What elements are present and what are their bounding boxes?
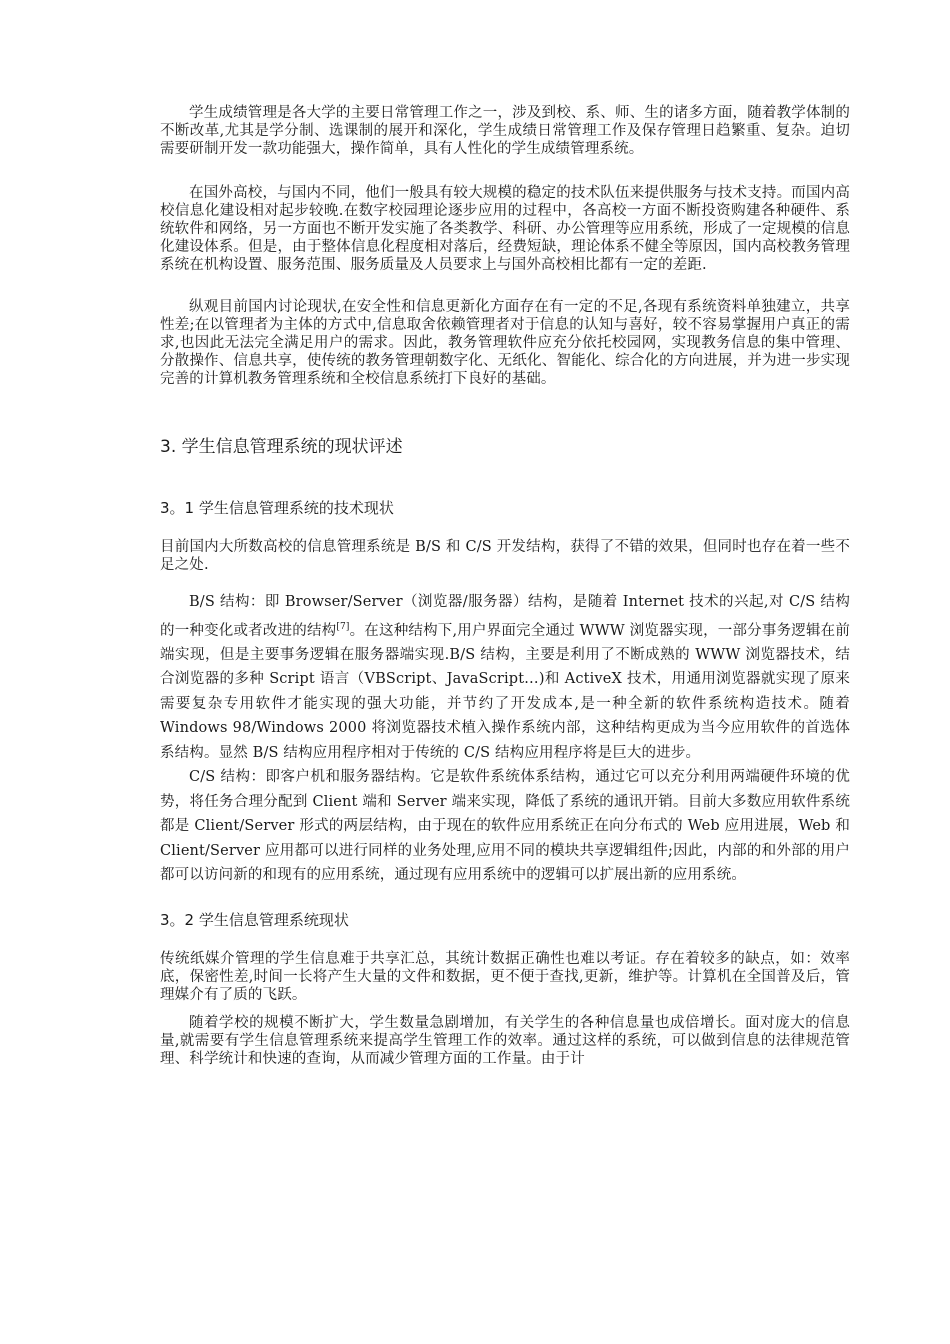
paragraph-cs-structure: C/S 结构：即客户机和服务器结构。它是软件系统体系结构，通过它可以充分利用两端硬件环境的优势，将任务合理分配到 Client 端和 Server 端来实现，降低了系统的通讯开销。目前大多数应用软件系统都是 Client/Server 形式的两层结构，由于现在的软件应用系统正在向分布式的 Web 应用进展，Web 和 Client/Server 应用都可以进行同样的业务处理,应用不同的模块共享逻辑组件;因此，内部的和外部的用户都可以访问新的和现有的应用系统，通过现有应用系统中的逻辑可以扩展出新的应用系统。 [160, 769, 850, 884]
section-3-2-heading: 3。2 学生信息管理系统现状 [160, 910, 349, 929]
bs-text-before-ref: B/S 结构：即 Browser/Server（浏览器/服务器）结构，是随着 Internet 技术的兴起,对 C/S 结构的一种变化或者改进的结构 [160, 594, 850, 639]
section-3-heading: 3. 学生信息管理系统的现状评述 [160, 437, 403, 457]
paragraph-intro: 学生成绩管理是各大学的主要日常管理工作之一，涉及到校、系、师、生的诸多方面，随着教学体制的不断改革,尤其是学分制、选课制的展开和深化，学生成绩日常管理工作及保存管理日趋繁重、复杂。迫切需要研制开发一款功能强大，操作简单，具有人性化的学生成绩管理系统。 [160, 105, 850, 157]
section-3-1-heading: 3。1 学生信息管理系统的技术现状 [160, 499, 394, 517]
paragraph-bs-structure [160, 590, 850, 765]
paragraph-school-scale: 随着学校的规模不断扩大，学生数量急剧增加，有关学生的各种信息量也成倍增长。面对庞大的信息量,就需要有学生信息管理系统来提高学生管理工作的效率。通过这样的系统，可以做到信息的法律规范管理、科学统计和快速的查询，从而减少管理方面的工作量。由于计 [160, 1014, 850, 1067]
paragraph-foreign-universities: 在国外高校，与国内不同，他们一般具有较大规模的稳定的技术队伍来提供服务与技术支持。而国内高校信息化建设相对起步较晚.在数字校园理论逐步应用的过程中，各高校一方面不断投资购建各种硬件、系统软件和网络，另一方面也不断开发实施了各类教学、科研、办公管理等应用系统，形成了一定规模的信息化建设体系。但是，由于整体信息化程度相对落后，经费短缺，理论体系不健全等原因，国内高校教务管理系统在机构设置、服务范围、服务质量及人员要求上与国外高校相比都有一定的差距. [160, 185, 850, 273]
paragraph-domestic-status: 纵观目前国内讨论现状,在安全性和信息更新化方面存在有一定的不足,各现有系统资料单独建立，共享性差;在以管理者为主体的方式中,信息取舍依赖管理者对于信息的认知与喜好，较不容易掌握用户真正的需求,也因此无法完全满足用户的需求。因此，教务管理软件应充分依托校园网，实现教务信息的集中管理、分散操作、信息共享，使传统的教务管理朝数字化、无纸化、智能化、综合化的方向进展，并为进一步实现完善的计算机教务管理系统和全校信息系统打下良好的基础。 [160, 299, 850, 387]
document-page [160, 104, 850, 1068]
paragraph-paper-media: 传统纸媒介管理的学生信息难于共享汇总，其统计数据正确性也难以考证。存在着较多的缺点，如：效率底，保密性差,时间一长将产生大量的文件和数据，更不便于查找,更新，维护等。计算机在全国普及后，管理媒介有了质的飞跃。 [160, 950, 850, 1003]
citation-ref: [7] [336, 621, 350, 632]
paragraph-tech-status-intro: 目前国内大所数高校的信息管理系统是 B/S 和 C/S 开发结构，获得了不错的效果，但同时也存在着一些不足之处. [160, 539, 850, 573]
bs-text-after-ref: 。在这种结构下,用户界面完全通过 WWW 浏览器实现，一部分事务逻辑在前端实现，但是主要事务逻辑在服务器端实现.B/S 结构，主要是利用了不断成熟的 WWW 浏览器技术，结合浏览器的多种 Script 语言（VBScript、JavaScript…)和 ActiveX 技术，用通用浏览器就实现了原来需要复杂专用软件才能实现的强大功能，并节约了开发成本,是一种全新的软件系统构造技术。随着 Windows 98/Windows 2000 将浏览器技术植入操作系统内部，这种结构更成为当今应用软件的首选体系结构。显然 B/S 结构应用程序相对于传统的 C/S 结构应用程序将是巨大的进步。 [160, 622, 850, 761]
